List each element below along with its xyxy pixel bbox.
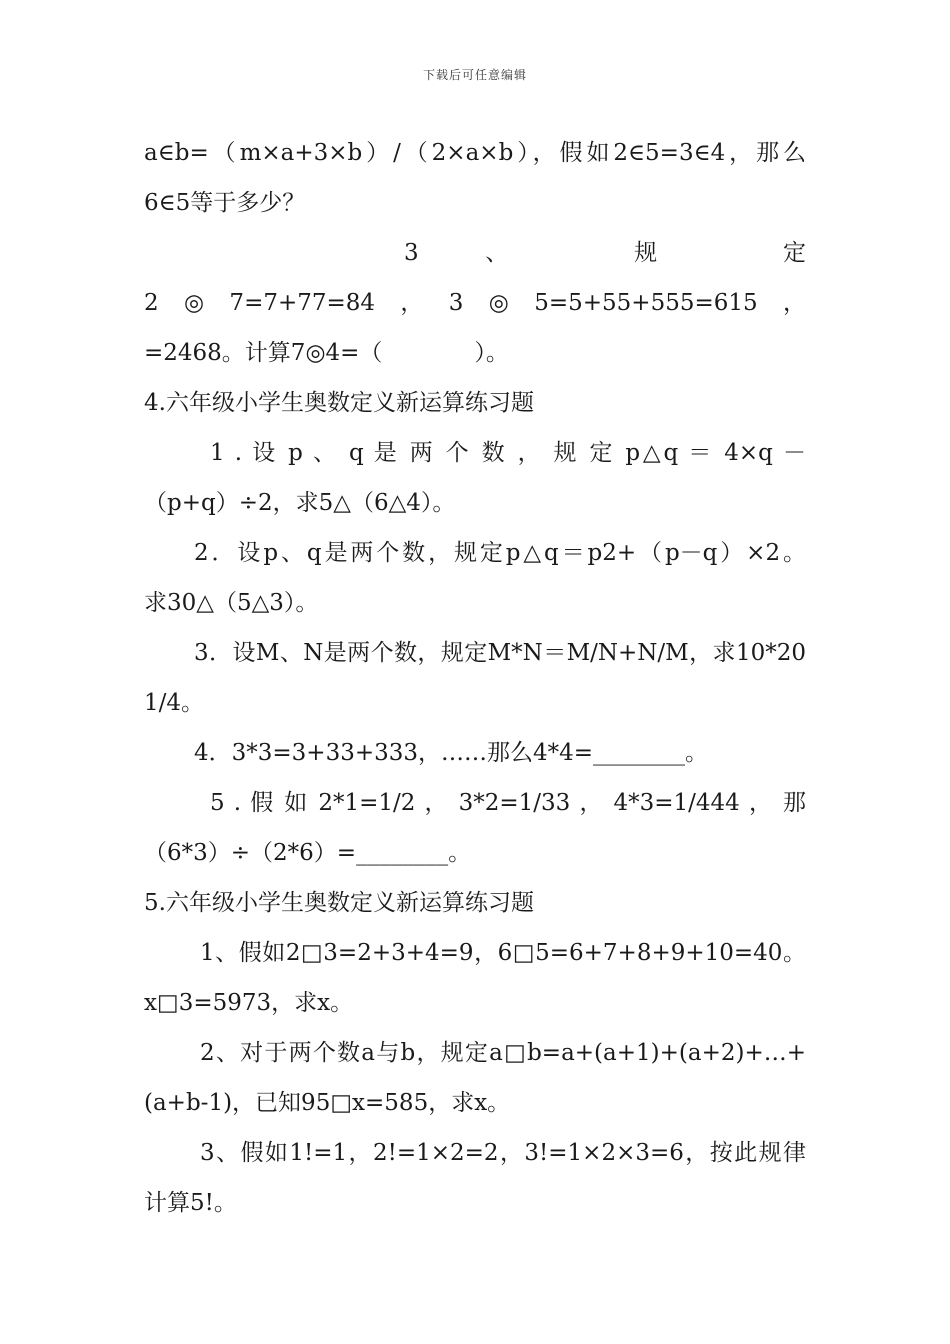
text-line: =2468。计算7◎4=（ ）。 — [144, 340, 509, 366]
text-line: 计算5!。 — [144, 1190, 237, 1216]
text-line: 3．设M、N是两个数，规定M*N＝M/N+N/M，求10*20 — [194, 640, 806, 666]
text-line: 2．设p、q是两个数，规定p△q＝p2+（p－q）×2。 — [194, 540, 806, 566]
text-line: 2◎7=7+77=84，3◎5=5+55+555=615， — [144, 290, 806, 316]
text-line: 2、对于两个数a与b，规定a□b=a+(a+1)+(a+2)+…+ — [200, 1040, 806, 1066]
text-line: （p+q）÷2，求5△（6△4）。 — [144, 490, 456, 516]
text-line: 3 、 规 定 — [404, 240, 806, 266]
text-line: 4．3*3=3+33+333，……那么4*4=________。 — [194, 740, 709, 766]
text-line: 1 . 设 p 、 q 是 两 个 数 ， 规 定 p△q ＝ 4×q － — [210, 440, 806, 466]
section-heading: 4.六年级小学生奥数定义新运算练习题 — [144, 390, 534, 416]
section-heading: 5.六年级小学生奥数定义新运算练习题 — [144, 890, 534, 916]
page-header: 下载后可任意编辑 — [422, 68, 527, 82]
text-line: 5 . 假 如 2*1=1/2 ， 3*2=1/33 ， 4*3=1/444 ， 那 — [210, 790, 806, 816]
text-line: 1、假如2□3=2+3+4=9，6□5=6+7+8+9+10=40。 — [200, 940, 806, 966]
text-line: 求30△（5△3）。 — [144, 590, 319, 616]
document-body — [144, 128, 806, 1228]
text-line: 1/4。 — [144, 690, 205, 716]
text-line: a∈b=（m×a+3×b）/（2×a×b），假如2∈5=3∈4，那么 — [144, 140, 806, 166]
text-line: (a+b-1)，已知95□x=585，求x。 — [144, 1090, 511, 1116]
text-line: x□3=5973，求x。 — [144, 990, 354, 1016]
text-line: 6∈5等于多少？ — [144, 190, 306, 216]
text-line: 3、假如1!=1，2!=1×2=2，3!=1×2×3=6，按此规律 — [200, 1140, 806, 1166]
text-line: （6*3）÷（2*6）=________。 — [144, 840, 472, 866]
